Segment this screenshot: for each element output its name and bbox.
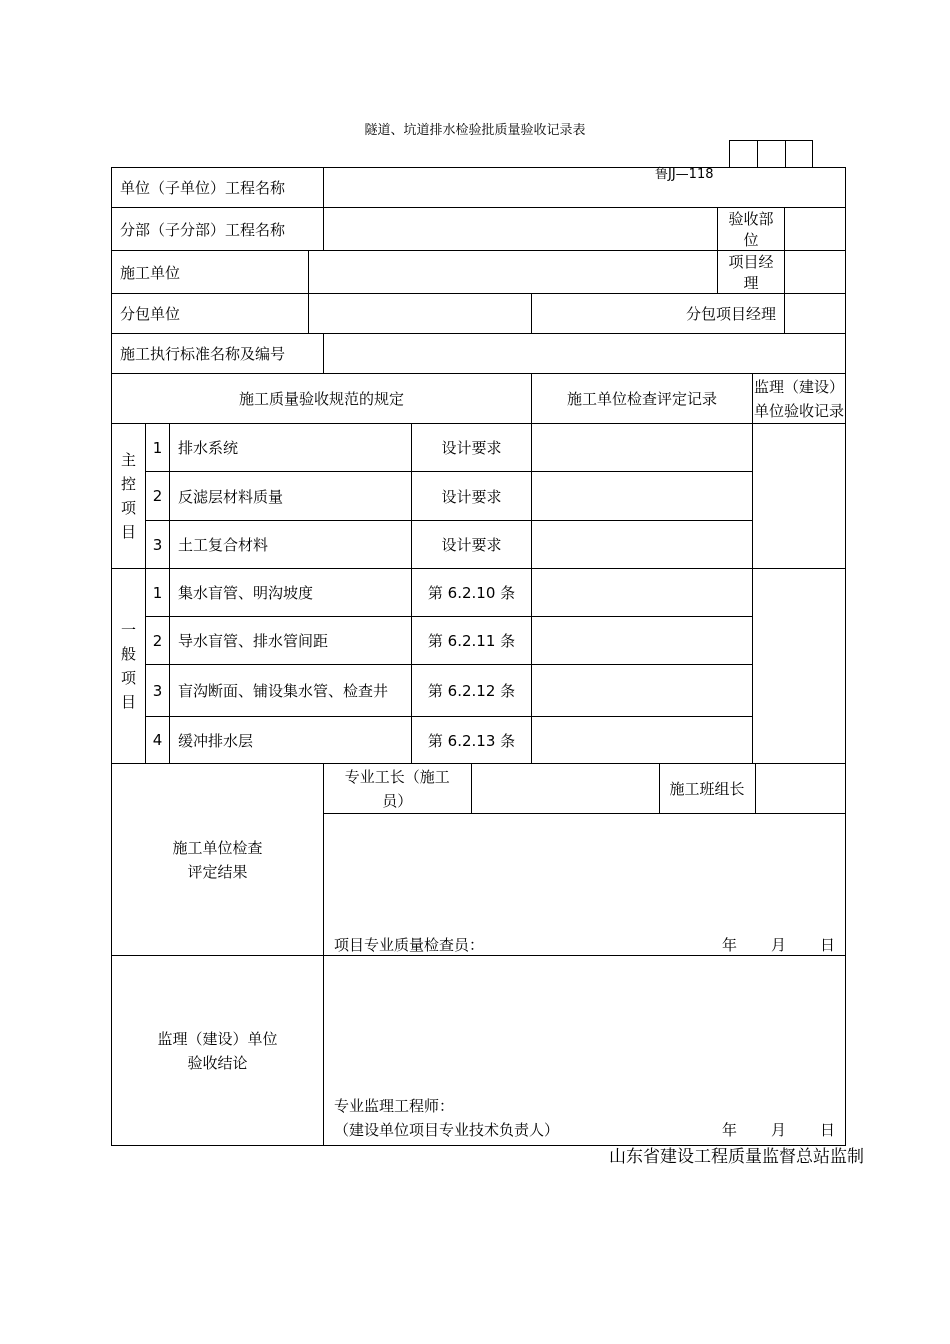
sub-project-label: 分部（子分部）工程名称 [112, 208, 324, 251]
main-item-name: 排水系统 [170, 424, 412, 472]
main-item-name: 反滤层材料质量 [170, 472, 412, 521]
main-item-req: 设计要求 [412, 521, 532, 569]
construction-unit-value[interactable] [309, 251, 718, 294]
general-item-no: 1 [146, 569, 170, 617]
spec-column-header: 施工质量验收规范的规定 [112, 374, 532, 424]
team-leader-value[interactable] [755, 764, 845, 814]
subcontract-manager-value[interactable] [785, 294, 846, 334]
main-item-record[interactable] [532, 521, 753, 569]
main-item-no: 2 [146, 472, 170, 521]
main-item-no: 3 [146, 521, 170, 569]
project-manager-label: 项目经理 [718, 251, 785, 294]
general-item-req: 第 6.2.12 条 [412, 665, 532, 717]
quality-inspector-label: 项目专业质量检查员： [334, 936, 485, 954]
standard-label: 施工执行标准名称及编号 [112, 334, 324, 374]
foreman-label: 专业工长（施工 员） [324, 764, 471, 814]
form-title: 隧道、坑道排水检验批质量验收记录表 [364, 123, 586, 138]
inspection-date: 年 月 日 [722, 936, 836, 954]
general-item-no: 4 [146, 717, 170, 764]
foreman-value[interactable] [471, 764, 659, 814]
general-label: 一 般 项 目 [112, 569, 146, 764]
main-item-name: 土工复合材料 [170, 521, 412, 569]
general-item-no: 3 [146, 665, 170, 717]
general-item-name: 盲沟断面、铺设集水管、检查井 [170, 665, 412, 717]
general-item-name: 导水盲管、排水管间距 [170, 617, 412, 665]
general-item-name: 集水盲管、明沟坡度 [170, 569, 412, 617]
supervision-header-line2: 单位验收记录 [754, 401, 845, 420]
supervision-header-line1: 监理（建设） [754, 377, 845, 396]
subcontract-manager-label: 分包项目经理 [532, 294, 785, 334]
subcontract-unit-label: 分包单位 [112, 294, 309, 334]
general-item-name: 缓冲排水层 [170, 717, 412, 764]
subcontract-unit-value[interactable] [309, 294, 532, 334]
main-control-label: 主 控 项 目 [112, 424, 146, 569]
inspection-part-label: 验收部位 [718, 208, 785, 251]
general-item-record[interactable] [532, 569, 753, 617]
code-boxes [729, 140, 813, 168]
main-item-record[interactable] [532, 472, 753, 521]
inspection-signature-area[interactable] [324, 814, 845, 955]
main-item-req: 设计要求 [412, 472, 532, 521]
unit-project-value[interactable] [324, 168, 846, 208]
general-item-record[interactable] [532, 717, 753, 764]
project-manager-value[interactable] [785, 251, 846, 294]
general-item-no: 2 [146, 617, 170, 665]
supervision-conclusion-label: 监理（建设）单位 验收结论 [112, 956, 324, 1146]
team-leader-label: 施工班组长 [659, 764, 755, 814]
inspection-part-value[interactable] [785, 208, 846, 251]
general-item-record[interactable] [532, 665, 753, 717]
check-record-column-header: 施工单位检查评定记录 [532, 374, 753, 424]
sub-project-value[interactable] [324, 208, 718, 251]
main-item-record[interactable] [532, 424, 753, 472]
unit-project-label: 单位（子单位）工程名称 [112, 168, 324, 208]
inspection-result-area [324, 764, 846, 956]
general-item-req: 第 6.2.13 条 [412, 717, 532, 764]
standard-value[interactable] [324, 334, 846, 374]
owner-representative-label: （建设单位项目专业技术负责人） [334, 1121, 560, 1139]
supervision-signature [334, 1094, 559, 1142]
supervision-conclusion-area[interactable] [324, 956, 846, 1146]
footer-issuer: 山东省建设工程质量监督总站监制 [609, 1147, 864, 1167]
general-item-req: 第 6.2.10 条 [412, 569, 532, 617]
main-supervision-record[interactable] [753, 424, 846, 569]
main-item-req: 设计要求 [412, 424, 532, 472]
inspection-record-table [111, 167, 846, 1146]
supervision-date: 年 月 日 [722, 1121, 836, 1139]
general-item-req: 第 6.2.11 条 [412, 617, 532, 665]
construction-unit-label: 施工单位 [112, 251, 309, 294]
inspection-result-label: 施工单位检查 评定结果 [112, 764, 324, 956]
general-item-record[interactable] [532, 617, 753, 665]
supervising-engineer-label: 专业监理工程师： [334, 1097, 455, 1115]
form-code: 鲁JJ—118 [655, 167, 714, 182]
supervision-column-header [753, 374, 846, 424]
main-item-no: 1 [146, 424, 170, 472]
general-supervision-record[interactable] [753, 569, 846, 764]
